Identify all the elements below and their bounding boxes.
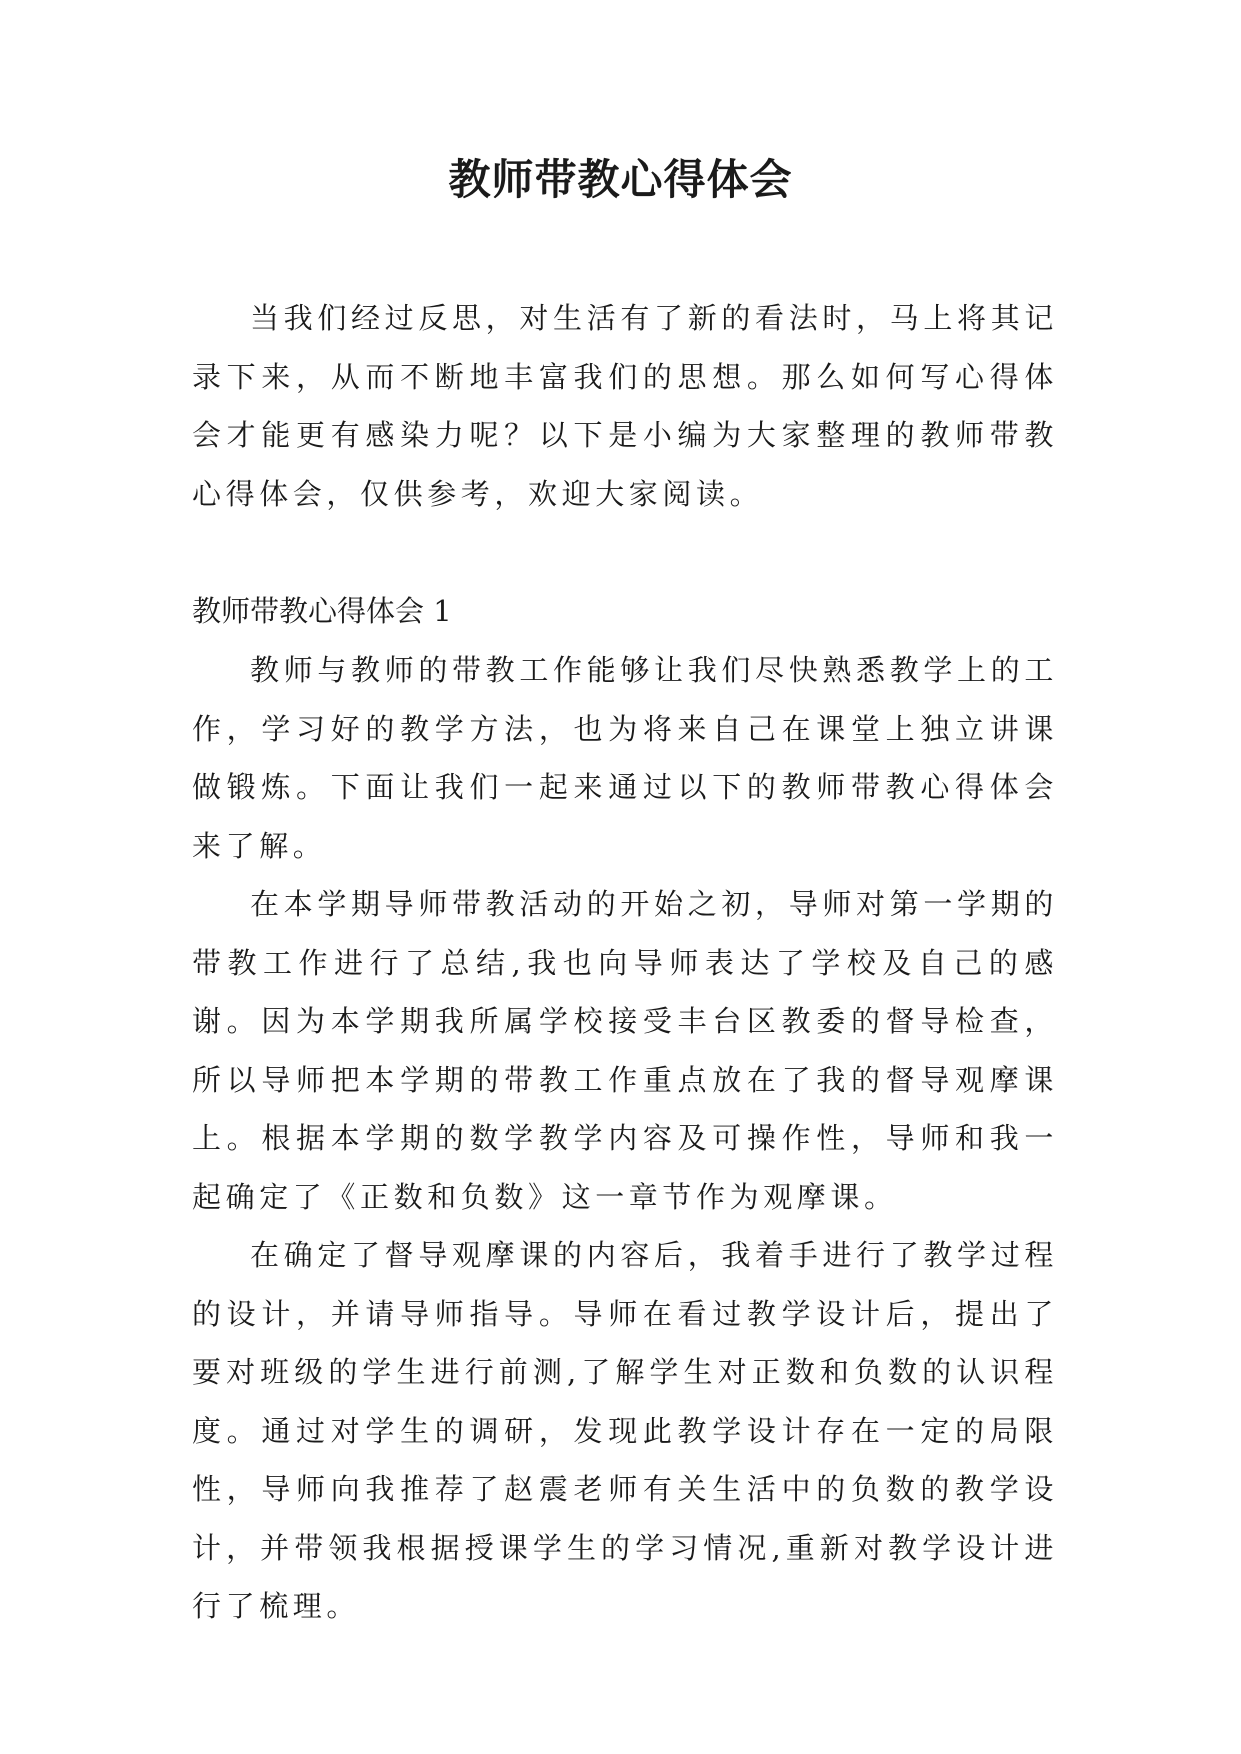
document-title: 教师带教心得体会 <box>448 155 793 204</box>
body-paragraph-2: 在本学期导师带教活动的开始之初，导师对第一学期的带教工作进行了总结,我也向导师表达了学校及自己的感谢。因为本学期我所属学校接受丰台区教委的督导检查，所以导师把本学期的带教工作重点放在了我的督导观摩课上。根据本学期的数学教学内容及可操作性，导师和我一起确定了《正数和负数》这一章节作为观摩课。 <box>192 887 1058 1214</box>
body-paragraph-3: 在确定了督导观摩课的内容后，我着手进行了教学过程的设计，并请导师指导。导师在看过教学设计后，提出了要对班级的学生进行前测,了解学生对正数和负数的认识程度。通过对学生的调研，发现此教学设计存在一定的局限性，导师向我推荐了赵震老师有关生活中的负数的教学设计，并带领我根据授课学生的学习情况,重新对教学设计进行了梳理。 <box>192 1238 1058 1623</box>
section-heading: 教师带教心得体会 1 <box>192 594 452 628</box>
intro-paragraph: 当我们经过反思，对生活有了新的看法时，马上将其记录下来，从而不断地丰富我们的思想。那么如何写心得体会才能更有感染力呢？以下是小编为大家整理的教师带教心得体会，仅供参考，欢迎大家阅读。 <box>192 301 1058 511</box>
body-paragraph-1: 教师与教师的带教工作能够让我们尽快熟悉教学上的工作，学习好的教学方法，也为将来自己在课堂上独立讲课做锻炼。下面让我们一起来通过以下的教师带教心得体会来了解。 <box>192 653 1058 863</box>
